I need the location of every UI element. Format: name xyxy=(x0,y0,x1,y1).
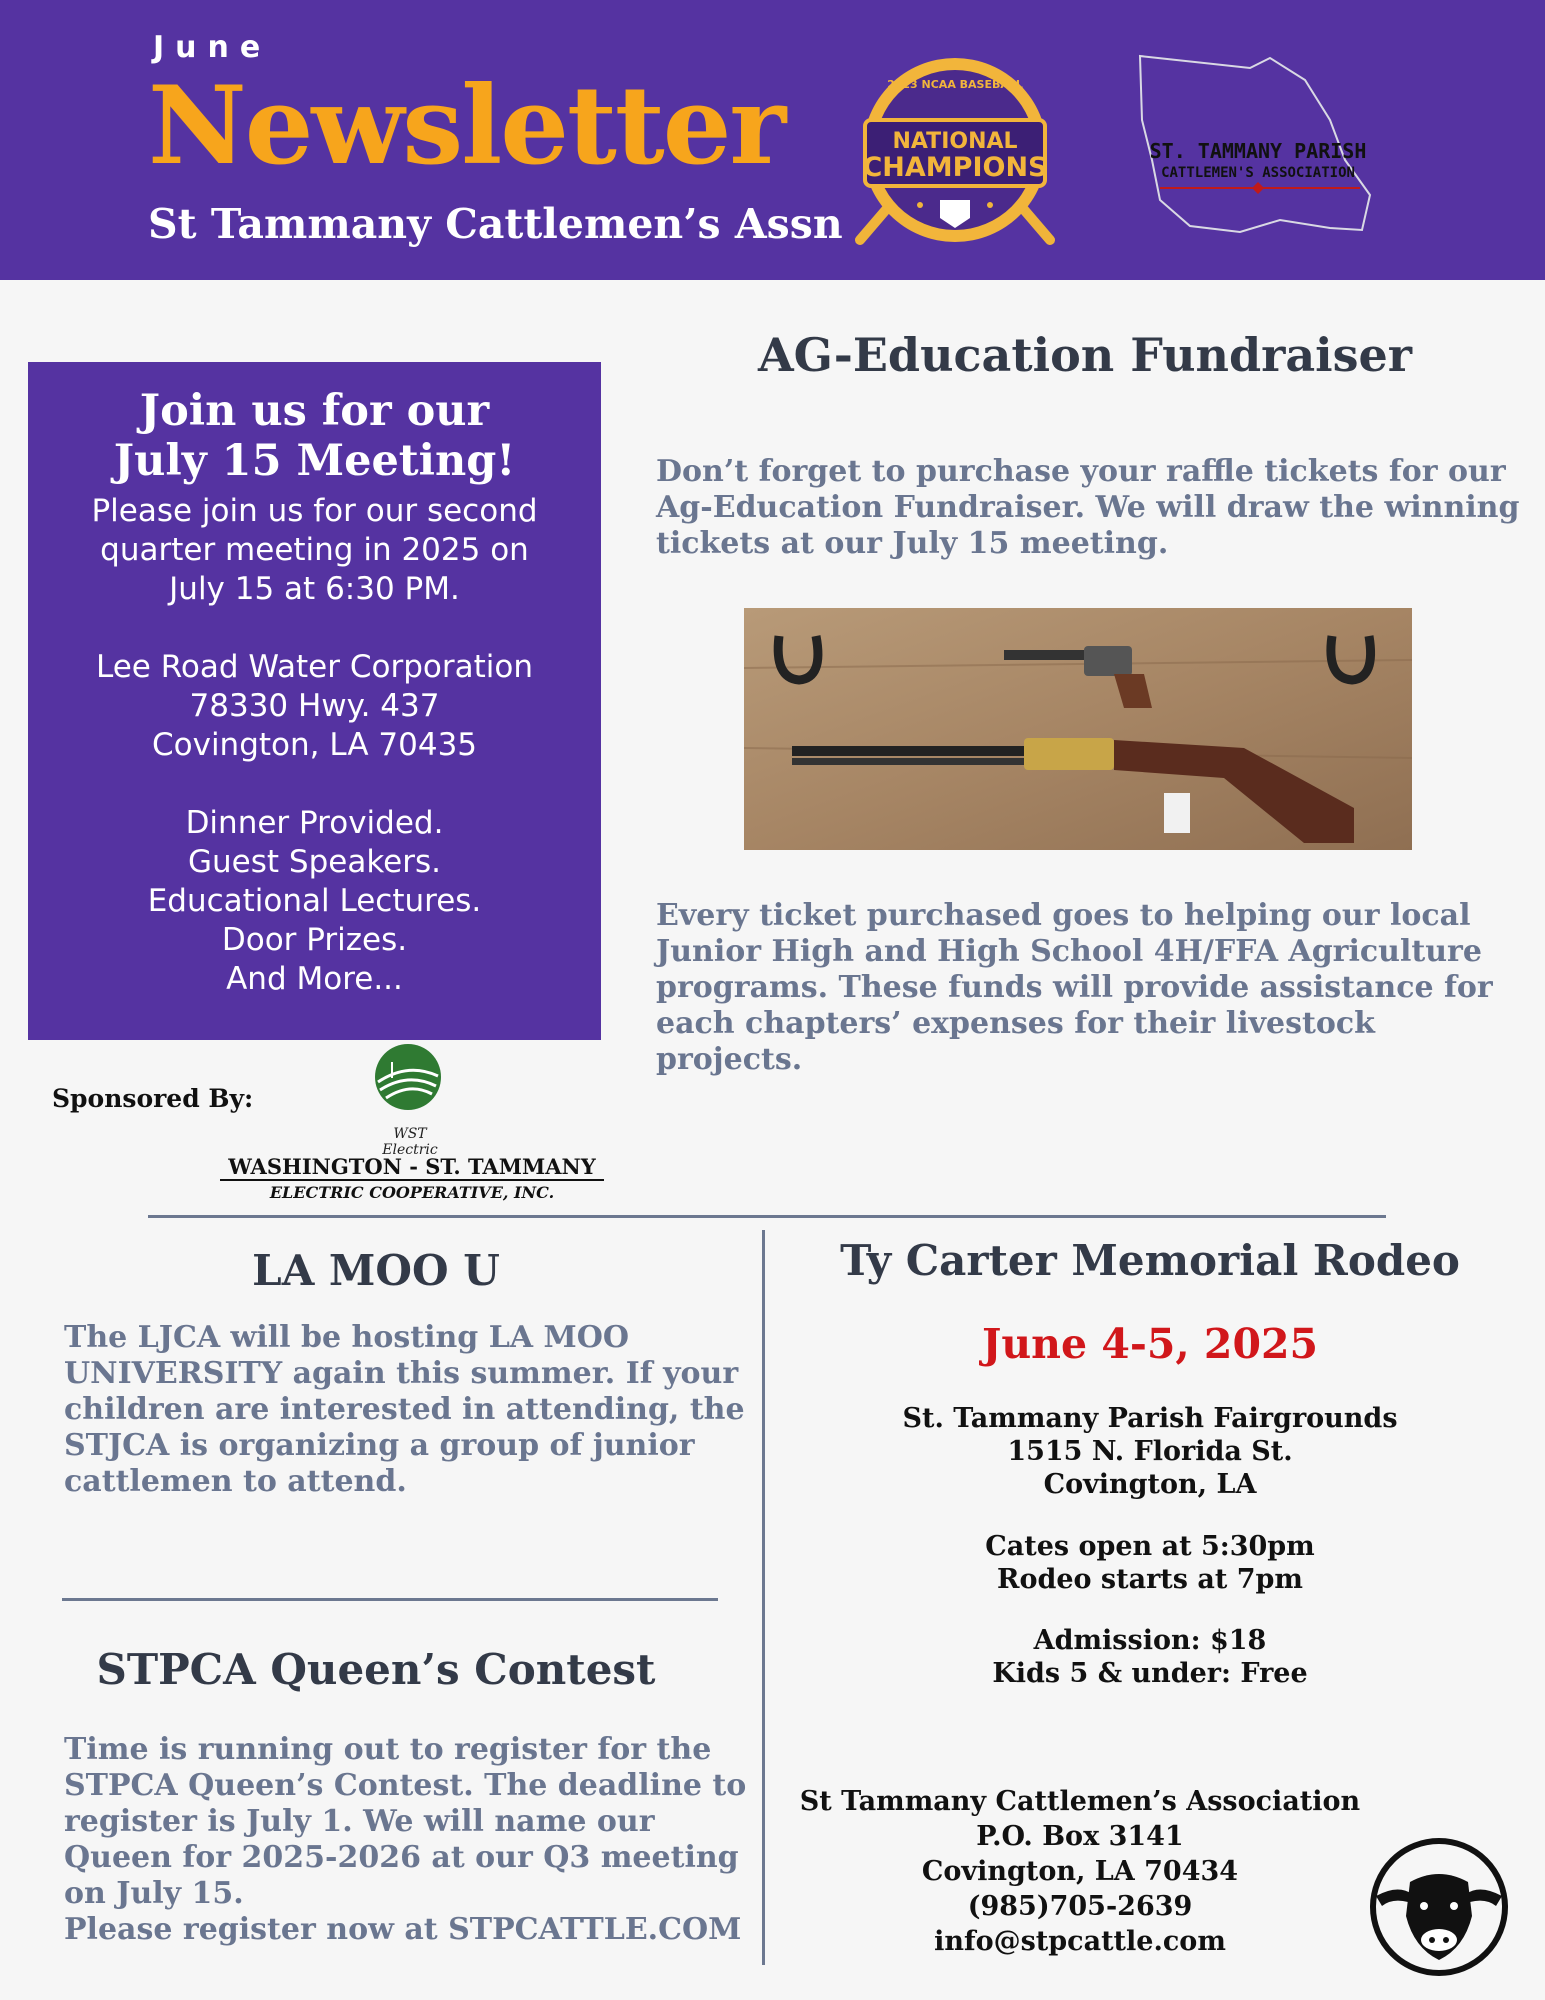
meeting-feature: Educational Lectures. xyxy=(147,883,482,919)
meeting-line: July 15 at 6:30 PM. xyxy=(169,571,460,607)
badge-text-champions: CHAMPIONS xyxy=(862,152,1048,183)
parish-logo-line1: ST. TAMMANY PARISH xyxy=(1149,139,1367,163)
badge-text-national: NATIONAL xyxy=(892,129,1018,154)
sponsor-label: Sponsored By: xyxy=(52,1084,254,1113)
meeting-feature: Dinner Provided. xyxy=(185,805,444,841)
meeting-feature: And More... xyxy=(226,961,403,997)
ag-paragraph-2-line: projects. xyxy=(656,1042,803,1077)
ag-paragraph-2-line: Every ticket purchased goes to helping our local xyxy=(656,898,1471,933)
la-moo-u-line: cattlemen to attend. xyxy=(64,1464,407,1499)
raffle-guns-photo xyxy=(744,608,1412,850)
queens-contest-title: STPCA Queen’s Contest xyxy=(96,1645,656,1694)
rodeo-venue-line: St. Tammany Parish Fairgrounds xyxy=(902,1403,1398,1434)
meeting-feature: Guest Speakers. xyxy=(188,844,441,880)
ag-paragraph-2-line: programs. These funds will provide assistance for xyxy=(656,970,1493,1005)
wst-electric-logo xyxy=(372,1042,444,1112)
left-column-divider xyxy=(62,1598,718,1601)
parish-map-logo xyxy=(1130,50,1410,250)
ag-paragraph-1-line: Don’t forget to purchase your raffle tickets for our xyxy=(656,454,1506,489)
rodeo-time-line: Rodeo starts at 7pm xyxy=(997,1564,1303,1595)
ag-paragraph-1-line: tickets at our July 15 meeting. xyxy=(656,526,1169,561)
rodeo-time-line: Cates open at 5:30pm xyxy=(985,1531,1315,1562)
la-moo-u-line: children are interested in attending, the xyxy=(64,1392,745,1427)
meeting-box xyxy=(28,362,601,1040)
meeting-venue-city: Covington, LA 70435 xyxy=(151,727,478,763)
contact-email: info@stpcattle.com xyxy=(934,1926,1226,1957)
wst-electric-wordmark: WST Electric xyxy=(382,1126,438,1158)
newsletter-title: Newsletter xyxy=(148,63,785,189)
parish-logo-line2: CATTLEMEN'S ASSOCIATION xyxy=(1161,165,1355,181)
rodeo-venue-line: 1515 N. Florida St. xyxy=(1007,1436,1293,1467)
contact-phone: (985)705-2639 xyxy=(967,1891,1193,1922)
ag-paragraph-2-line: each chapters’ expenses for their livestock xyxy=(656,1006,1375,1041)
meeting-venue-name: Lee Road Water Corporation xyxy=(96,649,533,685)
la-moo-u-title: LA MOO U xyxy=(252,1246,500,1295)
meeting-title-line1: Join us for our xyxy=(139,386,490,436)
la-moo-u-line: The LJCA will be hosting LA MOO xyxy=(64,1320,630,1355)
la-moo-u-line: UNIVERSITY again this summer. If your xyxy=(64,1356,739,1391)
sponsor-name: WASHINGTON - ST. TAMMANY xyxy=(220,1154,604,1181)
queens-contest-register-line: Please register now at STPCATTLE.COM xyxy=(64,1912,742,1947)
meeting-feature: Door Prizes. xyxy=(221,922,408,958)
bull-head-logo xyxy=(1368,1836,1510,1978)
sponsor-coop: ELECTRIC COOPERATIVE, INC. xyxy=(269,1183,555,1202)
contact-city: Covington, LA 70434 xyxy=(921,1856,1239,1887)
queens-contest-line: STPCA Queen’s Contest. The deadline to xyxy=(64,1768,747,1803)
national-champions-badge xyxy=(850,50,1060,250)
meeting-line: Please join us for our second xyxy=(91,493,538,529)
rodeo-admission-line: Admission: $18 xyxy=(1033,1625,1267,1656)
ag-education-title: AG-Education Fundraiser xyxy=(757,328,1413,382)
rodeo-date: June 4-5, 2025 xyxy=(981,1320,1319,1368)
badge-text-top: 2023 NCAA BASEBALL xyxy=(887,78,1023,91)
queens-contest-line: register is July 1. We will name our xyxy=(64,1804,655,1839)
queens-contest-line: Time is running out to register for the xyxy=(64,1732,712,1767)
newsletter-subtitle: St Tammany Cattlemen’s Assn xyxy=(148,200,843,248)
section-divider xyxy=(148,1215,1386,1218)
queens-contest-line: Queen for 2025-2026 at our Q3 meeting xyxy=(64,1840,739,1875)
la-moo-u-line: STJCA is organizing a group of junior xyxy=(64,1428,695,1463)
meeting-venue-street: 78330 Hwy. 437 xyxy=(189,688,440,724)
contact-org-name: St Tammany Cattlemen’s Association xyxy=(799,1786,1361,1817)
contact-po-box: P.O. Box 3141 xyxy=(976,1821,1184,1852)
meeting-line: quarter meeting in 2025 on xyxy=(100,532,529,568)
ag-paragraph-1-line: Ag-Education Fundraiser. We will draw the winning xyxy=(656,490,1520,525)
rodeo-title: Ty Carter Memorial Rodeo xyxy=(840,1236,1460,1285)
rodeo-admission-line: Kids 5 & under: Free xyxy=(992,1658,1308,1689)
newsletter-month: June xyxy=(153,30,272,65)
ag-paragraph-2-line: Junior High and High School 4H/FFA Agriculture xyxy=(656,934,1482,969)
meeting-title-line2: July 15 Meeting! xyxy=(113,436,516,486)
queens-contest-line: on July 15. xyxy=(64,1876,244,1911)
rodeo-venue-line: Covington, LA xyxy=(1043,1469,1257,1500)
